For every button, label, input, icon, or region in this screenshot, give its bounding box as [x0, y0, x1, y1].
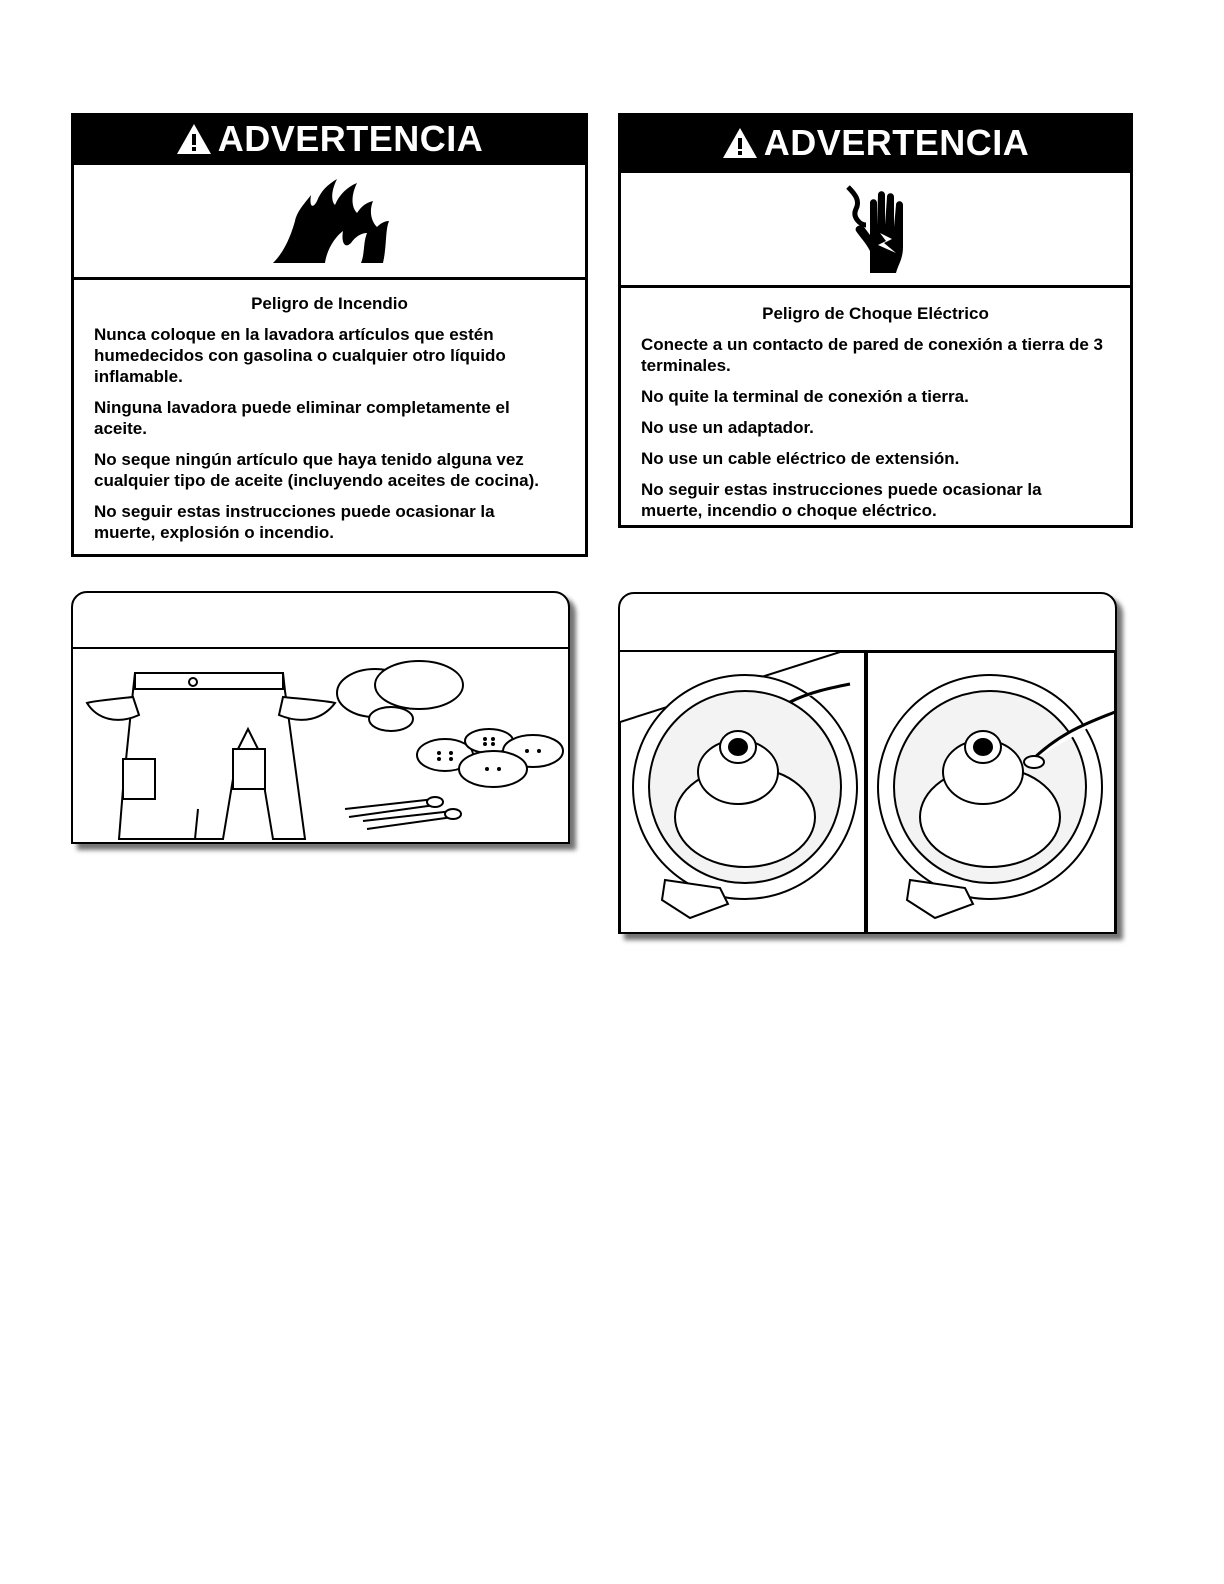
illustration-pockets — [71, 591, 570, 844]
warning-text: No use un adaptador. — [641, 418, 814, 437]
warning-text: No seguir estas instrucciones puede ocasionar la muerte, explosión o incendio. — [94, 502, 495, 542]
empty-pockets-coins-buttons-pins-illustration — [73, 649, 568, 844]
warning-text: No seque ningún artículo que haya tenido alguna vez cualquier tipo de aceite (incluyendo aceites de cocina). — [94, 450, 539, 490]
fire-icon — [265, 173, 395, 269]
warning-fire — [71, 113, 588, 557]
warning-header — [621, 116, 1130, 170]
warning-header-text: ADVERTENCIA — [217, 118, 484, 159]
warning-electric-shock — [618, 113, 1133, 528]
illustration-washer — [618, 592, 1117, 934]
warning-triangle-icon — [722, 127, 758, 159]
warning-header — [74, 116, 585, 162]
warning-subtitle: Peligro de Incendio — [251, 294, 408, 313]
warning-text: Ninguna lavadora puede eliminar completamente el aceite. — [94, 398, 510, 438]
warning-text: Nunca coloque en la lavadora artículos que estén humedecidos con gasolina o cualquier otro líquido inflamable. — [94, 325, 506, 386]
warning-triangle-icon — [176, 123, 212, 155]
warning-header-text: ADVERTENCIA — [763, 122, 1030, 163]
warning-text: No use un cable eléctrico de extensión. — [641, 449, 960, 468]
warning-subtitle: Peligro de Choque Eléctrico — [762, 304, 989, 323]
warning-text: Conecte a un contacto de pared de conexión a tierra de 3 terminales. — [641, 335, 1103, 375]
warning-text: No seguir estas instrucciones puede ocasionar la muerte, incendio o choque eléctrico. — [641, 480, 1042, 520]
washer-tub-cleaning-illustration — [620, 652, 1115, 934]
electric-shock-hand-icon — [826, 181, 926, 277]
warning-text: No quite la terminal de conexión a tierra. — [641, 387, 969, 406]
